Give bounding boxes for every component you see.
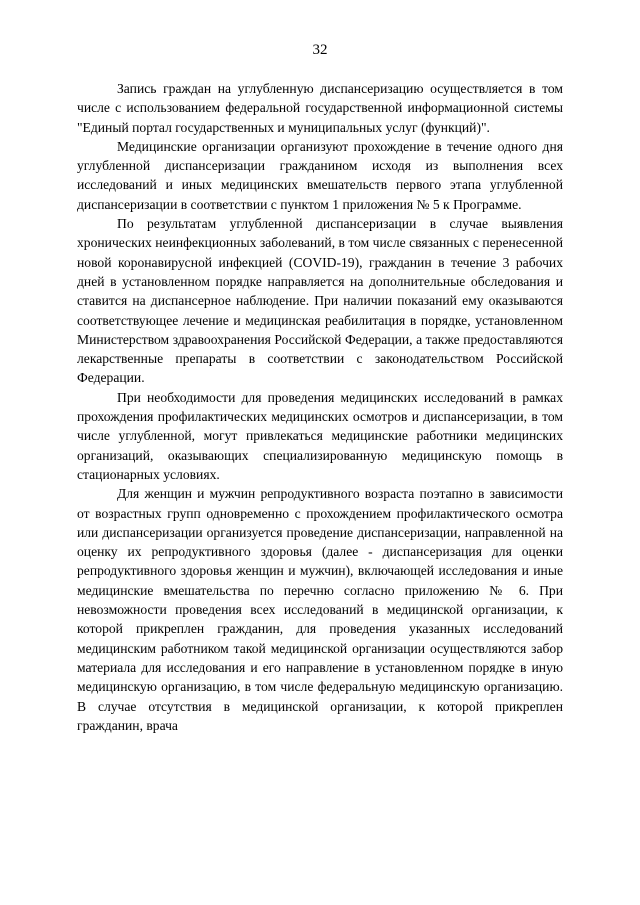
paragraph: Запись граждан на углубленную диспансеризацию осуществляется в том числе с использованием федеральной государственной информационной системы "Единый портал государственных и муниципальных услуг (функций)". <box>77 81 563 135</box>
document-body <box>77 79 563 735</box>
paragraph: При необходимости для проведения медицинских исследований в рамках прохождения профилактических медицинских осмотров и диспансеризации, в том числе углубленной, могут привлекаться медицинские работники медицинских организаций, оказывающих специализированную медицинскую помощь в стационарных условиях. <box>77 389 563 482</box>
paragraph: По результатам углубленной диспансеризации в случае выявления хронических неинфекционных заболеваний, в том числе связанных с перенесенной новой коронавирусной инфекцией (COVID-19), гражданин в течение 3 рабочих дней в установленном порядке направляется на дополнительные обследования и ставится на диспансерное наблюдение. При наличии показаний ему оказываются соответствующее лечение и медицинская реабилитация в порядке, установленном Министерством здравоохранения Российской Федерации, а также предоставляются лекарственные препараты в соответствии с законодательством Российской Федерации. <box>77 216 563 386</box>
paragraph: Для женщин и мужчин репродуктивного возраста поэтапно в зависимости от возрастных групп одновременно с прохождением профилактического осмотра или диспансеризации организуется проведение диспансеризации, направленной на оценку их репродуктивного здоровья (далее - диспансеризация для оценки репродуктивного здоровья женщин и мужчин), включающей исследования и иные медицинские вмешательства по перечню согласно приложению № 6. При невозможности проведения всех исследований в медицинской организации, к которой прикреплен гражданин, для проведения указанных исследований медицинским работником такой медицинской организации осуществляются забор материала для исследования и его направление в установленном порядке в иную медицинскую организацию, в том числе федеральную медицинскую организацию. В случае отсутствия в медицинской организации, к которой прикреплен гражданин, врача <box>77 486 563 733</box>
paragraph: Медицинские организации организуют прохождение в течение одного дня углубленной диспансеризации гражданином исходя из выполнения всех исследований и иных медицинских вмешательств первого этапа углубленной диспансеризации в соответствии с пунктом 1 приложения № 5 к Программе. <box>77 138 563 212</box>
page-number: 32 <box>312 42 328 58</box>
